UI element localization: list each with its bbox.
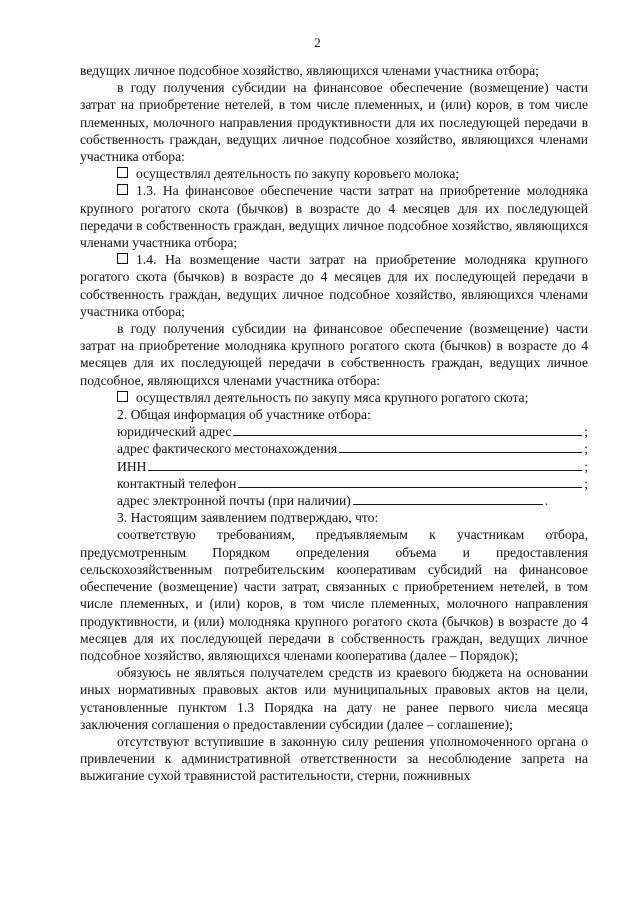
phone-input[interactable]	[238, 475, 582, 488]
checkbox-item-1-4	[80, 251, 588, 320]
field-end: ;	[584, 458, 588, 474]
paragraph: в году получения субсидии на финансовое обеспечение (возмещение) части затрат на приобретение молодняка крупного рогатого скота (бычков) в возрасте до 4 месяцев для их последующей передачи в собственность граждан, ведущих личное подсобное, являющихся членами участника отбора:	[80, 321, 588, 388]
checkbox-icon[interactable]	[117, 253, 128, 264]
email-input[interactable]	[353, 492, 543, 505]
section-heading: 3. Настоящим заявлением подтверждаю, что:	[117, 510, 379, 526]
field-end: ;	[584, 441, 588, 457]
checkbox-item-milk	[80, 165, 588, 182]
inn-field	[80, 458, 588, 475]
paragraph: отсутствуют вступившие в законную силу решения уполномоченного органа о привлечении к административной ответственности за несоблюдение запрета на выжигание сухой травянистой растительности, стерни, пожнивных	[80, 733, 588, 784]
legal-address-field	[80, 423, 588, 440]
checkbox-item-1-3	[80, 182, 588, 251]
checkbox-label: осуществлял деятельность по закупу коровьего молока;	[136, 166, 460, 182]
field-label: контактный телефон	[117, 475, 237, 491]
field-label: адрес электронной почты (при наличии)	[117, 493, 351, 509]
paragraph: ведущих личное подсобное хозяйство, являющихся членами участника отбора;	[80, 63, 539, 78]
paragraph: в году получения субсидии на финансовое обеспечение (возмещение) части затрат на приобретение нетелей, в том числе племенных, и (или) коров, в том числе племенных, молочного направления продуктивности для их последующей передачи в собственность граждан, ведущих личное подсобное хозяйство, являющихся членами участника отбора:	[80, 80, 588, 165]
paragraph: обязуюсь не являться получателем средств из краевого бюджета на основании иных нормативных правовых актов или муниципальных правовых актов на цели, установленные пунктом 1.3 Порядка на дату не ранее первого числа месяца заключения соглашения о предоставлении субсидии (далее – соглашение);	[80, 665, 588, 732]
field-label: ИНН	[117, 458, 147, 474]
field-label: юридический адрес	[117, 424, 232, 440]
checkbox-label: осуществлял деятельность по закупу мяса крупного рогатого скота;	[136, 389, 529, 405]
legal-address-input[interactable]	[233, 423, 582, 436]
checkbox-icon[interactable]	[117, 184, 128, 195]
checkbox-label: 1.4. На возмещение части затрат на приобретение молодняка крупного рогатого скота (бычков) в возрасте до 4 месяцев для их последующей передачи в собственность граждан, ведущих личное подсобное хозяйство, являющихся членами участника отбора;	[80, 252, 588, 319]
field-end: ;	[584, 475, 588, 491]
page-number: 2	[314, 35, 321, 50]
field-end: .	[544, 493, 549, 509]
field-label: адрес фактического местонахождения	[117, 441, 338, 457]
section-heading: 2. Общая информация об участнике отбора:	[117, 407, 371, 423]
email-field	[80, 492, 588, 509]
document-body	[80, 62, 588, 785]
field-end: ;	[584, 424, 588, 440]
inn-input[interactable]	[148, 458, 582, 471]
checkbox-label: 1.3. На финансовое обеспечение части затрат на приобретение молодняка крупного рогатого скота (бычков) в возрасте до 4 месяцев для их последующей передачи в собственность граждан, ведущих личное подсобное хозяйство, являющихся членами участника отбора;	[80, 183, 588, 251]
checkbox-item-meat	[80, 389, 588, 406]
actual-address-input[interactable]	[339, 440, 582, 453]
actual-address-field	[80, 440, 588, 457]
checkbox-icon[interactable]	[117, 167, 128, 178]
paragraph: соответствую требованиям, предъявляемым к участникам отбора, предусмотренным Порядком определения объема и предоставления сельскохозяйственным потребительским кооперативам субсидий на финансовое обеспечение (возмещение) части затрат, связанных с приобретением нетелей, в том числе племенных, и (или) коров, в том числе племенных, молочного направления продуктивности, и (или) молодняка крупного рогатого скота (бычков) в возрасте до 4 месяцев для их последующей передачи в собственность граждан, ведущих личное подсобное хозяйство, являющихся членами кооператива (далее – Порядок);	[80, 527, 588, 663]
checkbox-icon[interactable]	[117, 391, 128, 402]
phone-field	[80, 475, 588, 492]
